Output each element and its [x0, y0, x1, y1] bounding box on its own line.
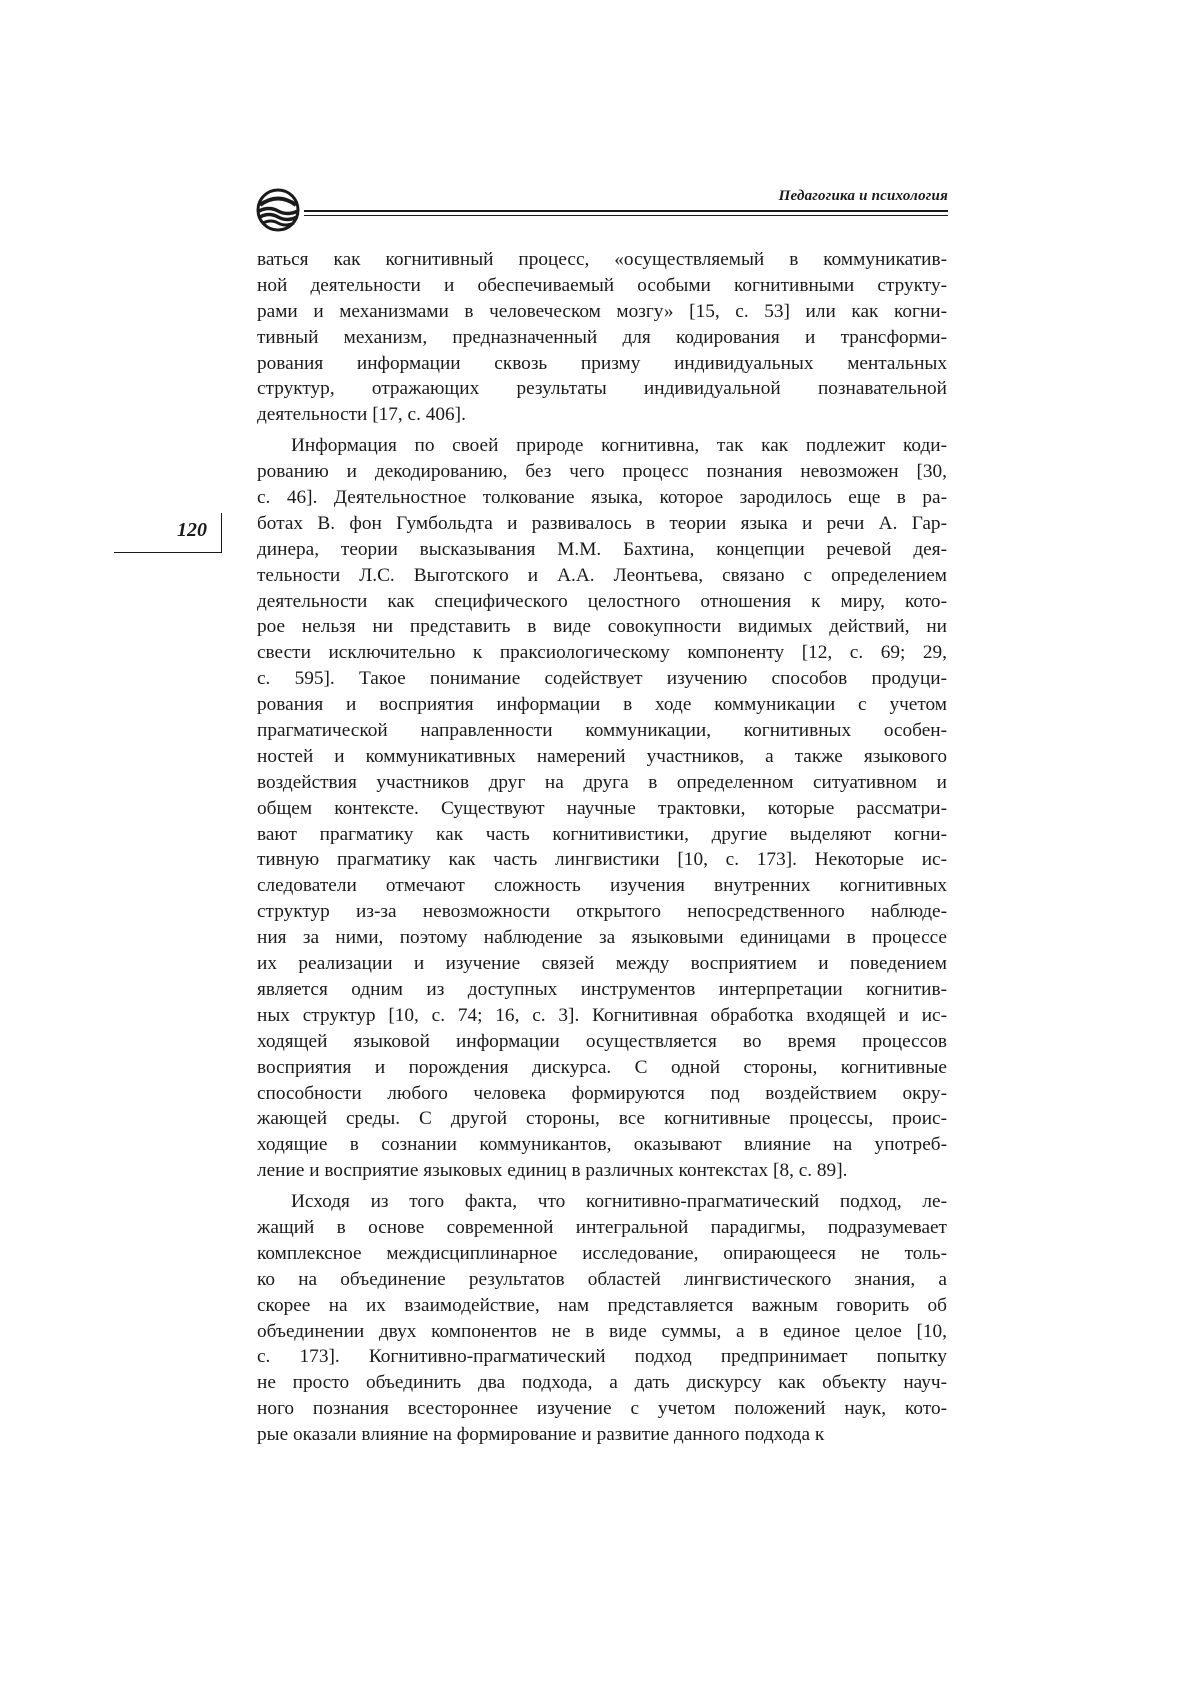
text-line: рое нельзя ни представить в виде совокупности видимых действий, ни [257, 616, 947, 638]
text-line: является одним из доступных инструментов интерпретации когнитив- [257, 978, 947, 1000]
text-line: способности любого человека формируются под воздействием окру- [257, 1082, 947, 1104]
page-number: 120 [177, 519, 207, 541]
text-line: Исходя из того факта, что когнитивно-прагматический подход, ле- [291, 1191, 947, 1213]
text-line: объединении двух компонентов не в виде суммы, а в единое целое [10, [257, 1320, 947, 1342]
text-line: свести исключительно к праксиологическому компоненту [12, с. 69; 29, [257, 642, 947, 664]
header-rule-thick [304, 210, 948, 212]
text-line: рованию и декодированию, без чего процесс познания невозможен [30, [257, 461, 947, 483]
page-header [256, 188, 948, 232]
page-number-box [114, 513, 222, 553]
text-line: ваться как когнитивный процесс, «осуществляемый в коммуникатив- [257, 249, 947, 270]
text-line: структур из-за невозможности открытого непосредственного наблюде- [257, 901, 947, 923]
text-line: тивную прагматику как часть лингвистики [10, с. 173]. Некоторые ис- [257, 849, 947, 871]
text-line: воздействия участников друг на друга в определенном ситуативном и [257, 771, 947, 793]
paragraph [257, 1189, 947, 1448]
text-line: рами и механизмами в человеческом мозгу» [15, с. 53] или как когни- [257, 300, 947, 322]
text-line: ление и восприятие языковых единиц в различных контекстах [8, с. 89]. [257, 1160, 848, 1182]
text-line: восприятия и порождения дискурса. С одной стороны, когнитивные [257, 1056, 947, 1078]
text-line: ботах В. фон Гумбольдта и развивалось в теории языка и речи А. Гар- [257, 512, 947, 534]
text-line: комплексное междисциплинарное исследование, опирающееся не толь- [257, 1242, 947, 1264]
text-line: не просто объединить два подхода, а дать дискурсу как объекту науч- [257, 1372, 947, 1394]
text-line: рования информации сквозь призму индивидуальных ментальных [257, 352, 947, 374]
running-title: Педагогика и психология [778, 188, 948, 204]
text-line: жащий в основе современной интегральной парадигмы, подразумевает [257, 1216, 947, 1238]
text-line: с. 173]. Когнитивно-прагматический подход предпринимает попытку [257, 1346, 947, 1368]
text-line: деятельности [17, с. 406]. [257, 404, 466, 426]
text-line: ния за ними, поэтому наблюдение за языковыми единицами в процессе [257, 927, 947, 949]
text-line: ностей и коммуникативных намерений участников, а также языкового [257, 745, 947, 767]
text-line: ходящие в сознании коммуникантов, оказывают влияние на употреб- [257, 1134, 947, 1156]
text-line: прагматической направленности коммуникации, когнитивных особен- [257, 720, 947, 742]
text-line: с. 46]. Деятельностное толкование языка, которое зародилось еще в ра- [257, 487, 947, 509]
text-line: с. 595]. Такое понимание содействует изучению способов продуци- [257, 668, 947, 690]
text-line: ной деятельности и обеспечиваемый особыми когнитивными структу- [257, 274, 947, 296]
text-line: следователи отмечают сложность изучения внутренних когнитивных [257, 875, 947, 897]
text-line: рования и восприятия информации в ходе коммуникации с учетом [257, 694, 947, 716]
text-line: тивный механизм, предназначенный для кодирования и трансформи- [257, 326, 947, 348]
text-line: скорее на их взаимодействие, нам представляется важным говорить об [257, 1294, 947, 1316]
text-line: их реализации и изучение связей между восприятием и поведением [257, 953, 947, 975]
paragraph [257, 247, 947, 428]
text-line: динера, теории высказывания М.М. Бахтина, концепции речевой дея- [257, 538, 947, 560]
text-line: тельности Л.С. Выготского и А.А. Леонтьева, связано с определением [257, 564, 947, 586]
text-line: вают прагматику как часть когнитивистики, другие выделяют когни- [257, 823, 947, 845]
text-line: ходящей языковой информации осуществляется во время процессов [257, 1030, 947, 1052]
text-line: Информация по своей природе когнитивна, так как подлежит коди- [291, 435, 947, 457]
text-line: ко на объединение результатов областей лингвистического знания, а [257, 1268, 947, 1290]
journal-logo-icon [256, 188, 302, 232]
text-line: деятельности как специфического целостного отношения к миру, кото- [257, 590, 947, 612]
header-rule-thin [304, 215, 948, 216]
text-line: ного познания всестороннее изучение с учетом положений наук, кото- [257, 1398, 947, 1420]
text-line: ных структур [10, с. 74; 16, с. 3]. Когнитивная обработка входящей и ис- [257, 1004, 947, 1026]
text-line: общем контексте. Существуют научные трактовки, которые рассматри- [257, 797, 947, 819]
body-text [257, 247, 947, 1453]
paragraph [257, 433, 947, 1184]
text-line: жающей среды. С другой стороны, все когнитивные процессы, проис- [257, 1108, 947, 1130]
text-line: структур, отражающих результаты индивидуальной познавательной [257, 378, 947, 400]
text-line: рые оказали влияние на формирование и развитие данного подхода к [257, 1424, 825, 1446]
